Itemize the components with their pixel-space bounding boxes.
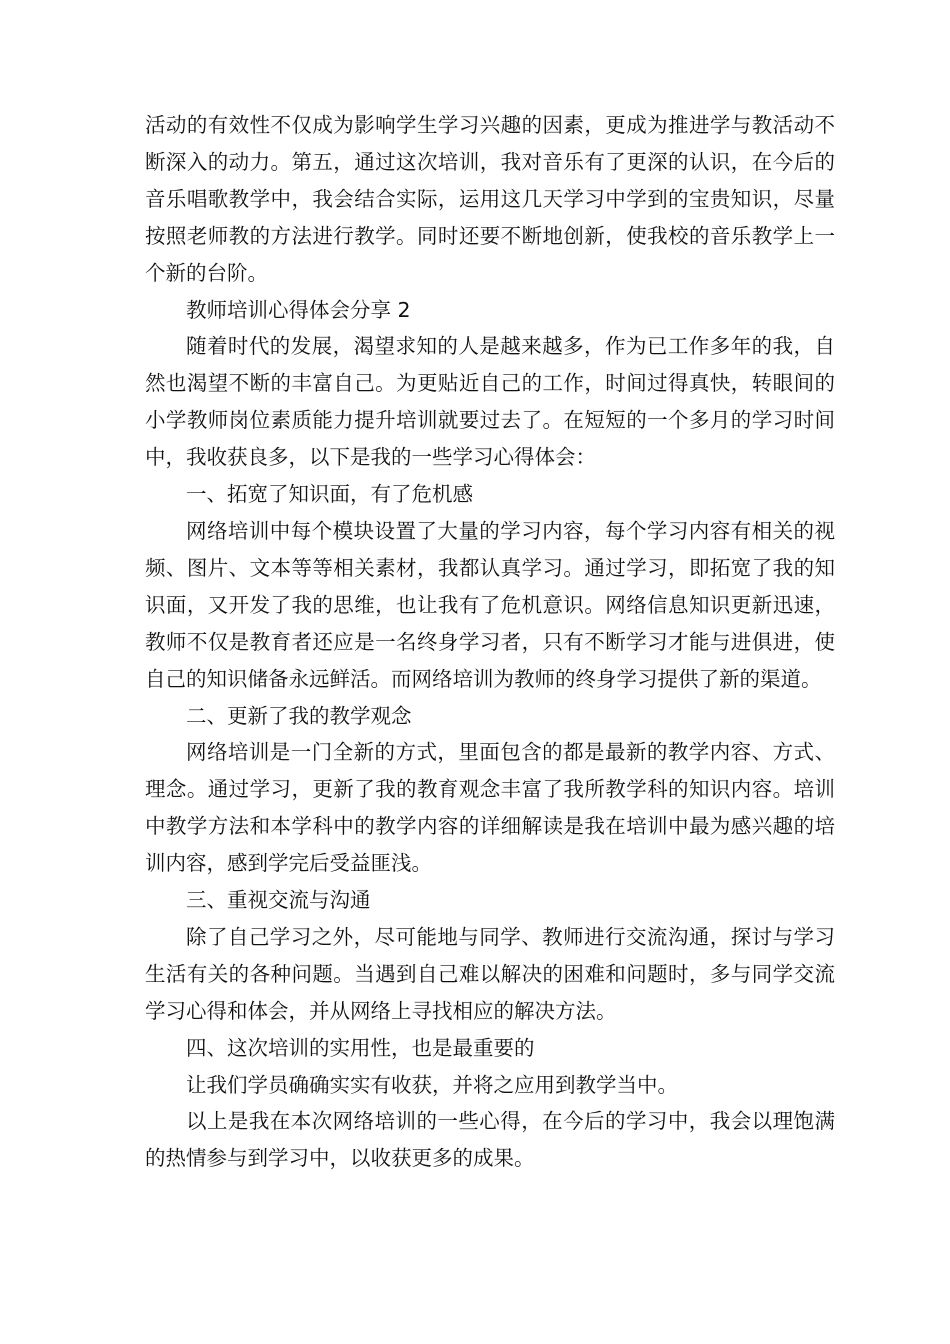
article-title: 教师培训心得体会分享 2 (186, 297, 411, 322)
document-body (145, 107, 835, 1177)
paragraph-intro: 随着时代的发展，渴望求知的人是越来越多，作为已工作多年的我，自然也渴望不断的丰富自己。为更贴近自己的工作，时间过得真快，转眼间的小学教师岗位素质能力提升培训就要过去了。在短短的一个多月的学习时间中，我收获良多，以下是我的一些学习心得体会： (145, 334, 835, 470)
paragraph-section-2: 网络培训是一门全新的方式，里面包含的都是最新的教学内容、方式、理念。通过学习，更新了我的教育观念丰富了我所教学科的知识内容。培训中教学方法和本学科中的教学内容的详细解读是我在培训中最为感兴趣的培训内容，感到学完后受益匪浅。 (145, 740, 835, 876)
paragraph-continued: 活动的有效性不仅成为影响学生学习兴趣的因素，更成为推进学与教活动不断深入的动力。第五，通过这次培训，我对音乐有了更深的认识，在今后的音乐唱歌教学中，我会结合实际，运用这几天学习中学到的宝贵知识，尽量按照老师教的方法进行教学。同时还要不断地创新，使我校的音乐教学上一个新的台阶。 (145, 113, 835, 285)
paragraph-section-4: 让我们学员确确实实有收获，并将之应用到教学当中。 (186, 1072, 678, 1097)
paragraph-conclusion: 以上是我在本次网络培训的一些心得，在今后的学习中，我会以理饱满的热情参与到学习中，以收获更多的成果。 (145, 1109, 835, 1171)
section-heading-2: 二、更新了我的教学观念 (186, 703, 412, 728)
paragraph-section-1: 网络培训中每个模块设置了大量的学习内容，每个学习内容有相关的视频、图片、文本等等相关素材，我都认真学习。通过学习，即拓宽了我的知识面，又开发了我的思维，也让我有了危机意识。网络信息知识更新迅速，教师不仅是教育者还应是一名终身学习者，只有不断学习才能与进俱进，使自己的知识储备永远鲜活。而网络培训为教师的终身学习提供了新的渠道。 (145, 518, 835, 691)
section-heading-1: 一、拓宽了知识面，有了危机感 (186, 482, 473, 507)
section-heading-3: 三、重视交流与沟通 (186, 888, 371, 913)
section-heading-4: 四、这次培训的实用性，也是最重要的 (186, 1035, 535, 1060)
paragraph-section-3: 除了自己学习之外，尽可能地与同学、教师进行交流沟通，探讨与学习生活有关的各种问题。当遇到自己难以解决的困难和问题时，多与同学交流学习心得和体会，并从网络上寻找相应的解决方法。 (145, 924, 835, 1023)
